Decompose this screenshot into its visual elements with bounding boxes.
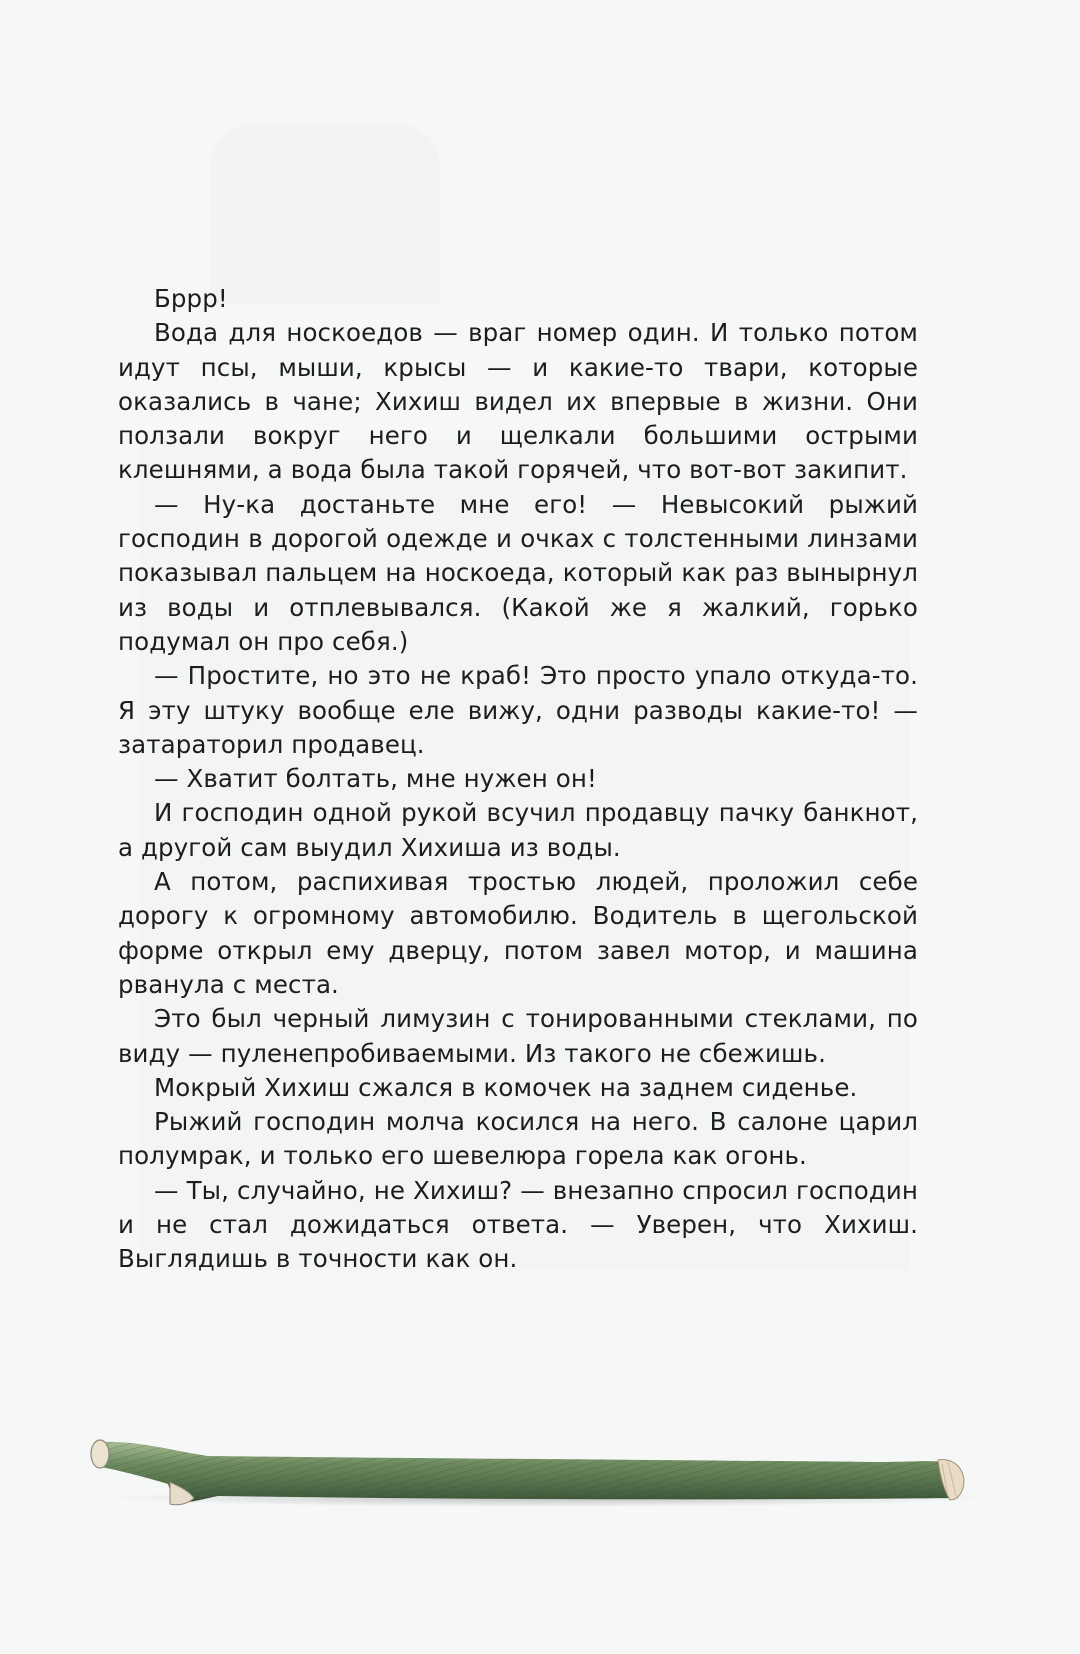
faded-background-shape [210,125,440,305]
paragraph-1: Бppp! [154,284,228,313]
paragraph-7: А потом, распихивая тростью людей, проложил себе дорогу к огромному автомобилю. Водитель в щегольской форме открыл ему дверцу, потом завел мотор, и машина рванула с места. [118,867,918,999]
paragraph-6: И господин одной рукой всучил продавцу пачку банкнот, а другой сам выудил Хихиша из воды. [118,798,918,862]
paragraph-11: — Ты, случайно, не Хихиш? — внезапно спросил господин и не стал дожидаться ответа. — Уверен, что Хихиш. Выглядишь в точности как он. [118,1175,918,1274]
paragraph-3: — Ну-ка достаньте мне его! — Невысокий рыжий господин в дорогой одежде и очках с толстенными линзами показывал пальцем на носкоеда, который как раз вынырнул из воды и отплевывался. (Какой же я жалкий, горько подумал он про себя.) [118,489,918,656]
page-text [118,282,918,1277]
paragraph-4: — Простите, но это не краб! Это просто упало откуда-то. Я эту штуку вообще еле вижу, одни разводы какие-то! — затараторил продавец. [118,661,918,759]
paragraph-5: — Хватит болтать, мне нужен он! [154,764,597,794]
paragraph-10: Рыжий господин молча косился на него. В салоне царил полумрак, и только его шевелюра горела как огонь. [118,1107,918,1171]
paragraph-8: Это был черный лимузин с тонированными стеклами, по виду — пуленепробиваемыми. Из такого не сбежишь. [118,1004,918,1068]
paragraph-9: Мокрый Хихиш сжался в комочек на заднем сиденье. [154,1072,858,1102]
green-stick-icon [78,1420,990,1510]
paragraph-2: Вода для носкоедов — враг номер один. И только потом идут псы, мыши, крысы — и какие-то твари, которые оказались в чане; Хихиш видел их впервые в жизни. Они ползали вокруг него и щелкали большими острыми клешнями, а вода была такой горячей, что вот-вот закипит. [118,318,918,485]
